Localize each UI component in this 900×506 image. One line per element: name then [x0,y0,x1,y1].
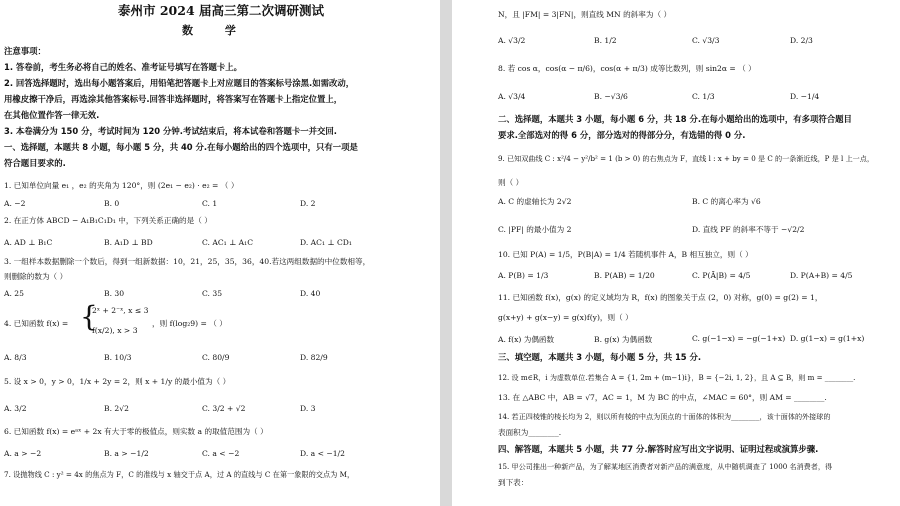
option: C. 80/9 [202,353,230,362]
option: B. P(AB) = 1/20 [594,271,655,280]
question-9-cont: 则（ ） [498,178,524,187]
option: D. P(A+B) = 4/5 [790,271,853,280]
option: D. a < −1/2 [300,449,345,458]
notice-line: 在其他位置作答一律无效. [4,110,100,120]
option: A. √3/2 [498,36,526,45]
question-15-cont: 到下表： [498,478,529,487]
option: D. 82/9 [300,353,328,362]
brace: { [80,300,98,333]
piecewise-case: f(x/2), x > 3 [92,326,138,335]
option: D. 40 [300,289,321,298]
option: D. 2 [300,199,316,208]
question-11-cont: g(x+y) + g(x−y) = g(x)f(y)，则（ ） [498,313,633,322]
option: D. 3 [300,404,316,413]
option: A. 3/2 [4,404,27,413]
question-15: 15. 甲公司推出一种新产品，为了解某地区消费者对新产品的满意度，从中随机调查了 1000 名消费者，得 [498,462,833,471]
notice-heading: 注意事项： [4,46,46,56]
option: C. 35 [202,289,223,298]
option: D. AC₁ ⊥ CD₁ [300,238,352,247]
notice-line: 3. 本卷满分为 150 分，考试时间为 120 分钟.考试结束后，将本试卷和答题卡一并交回. [4,126,337,136]
question-6: 6. 已知函数 f(x) = eᵃˣ + 2x 有大于零的极值点，则实数 a 的取值范围为（ ） [4,427,268,436]
option: D. 直线 PF 的斜率不等于 −√2/2 [692,225,805,234]
question-11: 11. 已知函数 f(x)，g(x) 的定义域均为 R，f(x) 的图象关于点 (2，0) 对称，g(0) = g(2) = 1， [498,293,823,302]
option: A. a > −2 [4,449,42,458]
option: C. √3/3 [692,36,720,45]
option: B. C 的离心率为 √6 [692,197,761,206]
option: C. 1 [202,199,218,208]
option: B. 2√2 [104,404,129,413]
option: B. 0 [104,199,120,208]
question-3-cont: 则删除的数为（ ） [4,272,68,281]
option: B. −√3/6 [594,92,628,101]
question-10: 10. 已知 P(A) = 1/5，P(B|A) = 1/4 若随机事件 A，B 相互独立，则（ ） [498,250,753,259]
option: C. P(Ā|B) = 4/5 [692,271,751,280]
option: A. √3/4 [498,92,526,101]
option: A. P(B) = 1/3 [498,271,549,280]
question-7: 7. 设抛物线 C : y² = 4x 的焦点为 F，C 的准线与 x 轴交于点 A，过 A 的直线与 C 在第一象限的交点为 M， [4,470,355,479]
option: D. 2/3 [790,36,813,45]
question-9: 9. 已知双曲线 C : x²/4 − y²/b² = 1 (b > 0) 的右焦点为 F，直线 l : x + by = 0 是 C 的一条渐近线，P 是 l 上一点， [498,154,874,163]
option: A. 8/3 [4,353,27,362]
option: B. A₁D ⊥ BD [104,238,153,247]
exam-page-right [452,0,900,506]
notice-line: 用橡皮擦干净后，再选涂其他答案标号.回答非选择题时，将答案写在答题卡上指定位置上， [4,94,343,104]
option: A. −2 [4,199,26,208]
question-8: 8. 若 cos α，cos(α − π/6)，cos(α + π/3) 成等比数列，则 sin2α = （ ） [498,64,756,73]
notice-line: 1. 答卷前，考生务必将自己的姓名、准考证号填写在答题卡上。 [4,62,243,72]
question-4: 4. 已知函数 f(x) = [4,319,69,328]
subject-title: 数 学 [182,24,250,37]
exam-page-left [0,0,440,506]
option: B. 30 [104,289,125,298]
option: C. g(−1−x) = −g(−1+x) [692,334,786,343]
section-heading-cont: 符合题目要求的. [4,158,66,168]
section-heading: 四、解答题，本题共 5 小题，共 77 分.解答时应写出文字说明、证明过程或演算步骤. [498,444,819,454]
option: C. 1/3 [692,92,715,101]
option: B. 1/2 [594,36,617,45]
page-gap [440,0,452,506]
option: B. g(x) 为偶函数 [594,335,653,344]
question-14-cont: 表面积为________. [498,428,562,437]
question-13: 13. 在 △ABC 中，AB = √7，AC = 1，M 为 BC 的中点，∠MAC = 60°，则 AM = ________. [498,393,827,402]
option: A. C 的虚轴长为 2√2 [498,197,572,206]
question-5: 5. 设 x > 0，y > 0，1/x + 2y = 2，则 x + 1/y 的最小值为（ ） [4,377,231,386]
option: C. AC₁ ⊥ A₁C [202,238,254,247]
option: D. g(1−x) = g(1+x) [790,334,865,343]
option: B. 10/3 [104,353,132,362]
question-12: 12. 设 m∈R，i 为虚数单位.若集合 A = {1, 2m + (m−1)i}，B = {−2i, 1, 2}，且 A ⊆ B，则 m = ________. [498,373,856,382]
option: C. 3/2 + √2 [202,404,246,413]
question-4-tail: ，则 f(log₂9) = （ ） [152,319,227,328]
question-14: 14. 若正四棱锥的棱长均为 2，则以所有棱的中点为顶点的十面体的体积为________，该十面体的外接球的 [498,412,831,421]
option: C. a < −2 [202,449,240,458]
option: B. a > −1/2 [104,449,149,458]
question-3: 3. 一组样本数据删除一个数后，得到一组新数据：10，21，25，35，36，40.若这两组数据的中位数相等， [4,257,371,266]
question-1: 1. 已知单位向量 e₁ ，e₂ 的夹角为 120°，则 (2e₁ − e₂) · e₂ = （ ） [4,181,239,190]
question-2: 2. 在正方体 ABCD − A₁B₁C₁D₁ 中，下列关系正确的是（ ） [4,216,212,225]
option: A. 25 [4,289,24,298]
section-heading: 三、填空题，本题共 3 小题，每小题 5 分，共 15 分. [498,352,702,362]
option: C. |PF| 的最小值为 2 [498,225,572,234]
section-heading: 一、选择题，本题共 8 小题，每小题 5 分，共 40 分.在每小题给出的四个选项中，只有一项是 [4,142,358,152]
exam-title: 泰州市 2024 届高三第二次调研测试 [118,3,324,18]
option: D. −1/4 [790,92,820,101]
section-heading-cont: 要求.全部选对的得 6 分，部分选对的得部分分，有选错的得 0 分. [498,130,746,140]
piecewise-case: 2ˣ + 2⁻ˣ, x ≤ 3 [92,306,149,315]
question-7-cont: N，且 |FM| = 3|FN|，则直线 MN 的斜率为（ ） [498,10,672,19]
section-heading: 二、选择题，本题共 3 小题，每小题 6 分，共 18 分.在每小题给出的选项中，有多项符合题目 [498,114,852,124]
option: A. f(x) 为偶函数 [498,335,555,344]
notice-line: 2. 回答选择题时，选出每小题答案后，用铅笔把答题卡上对应题目的答案标号涂黑.如需改动， [4,78,355,88]
option: A. AD ⊥ B₁C [4,238,53,247]
